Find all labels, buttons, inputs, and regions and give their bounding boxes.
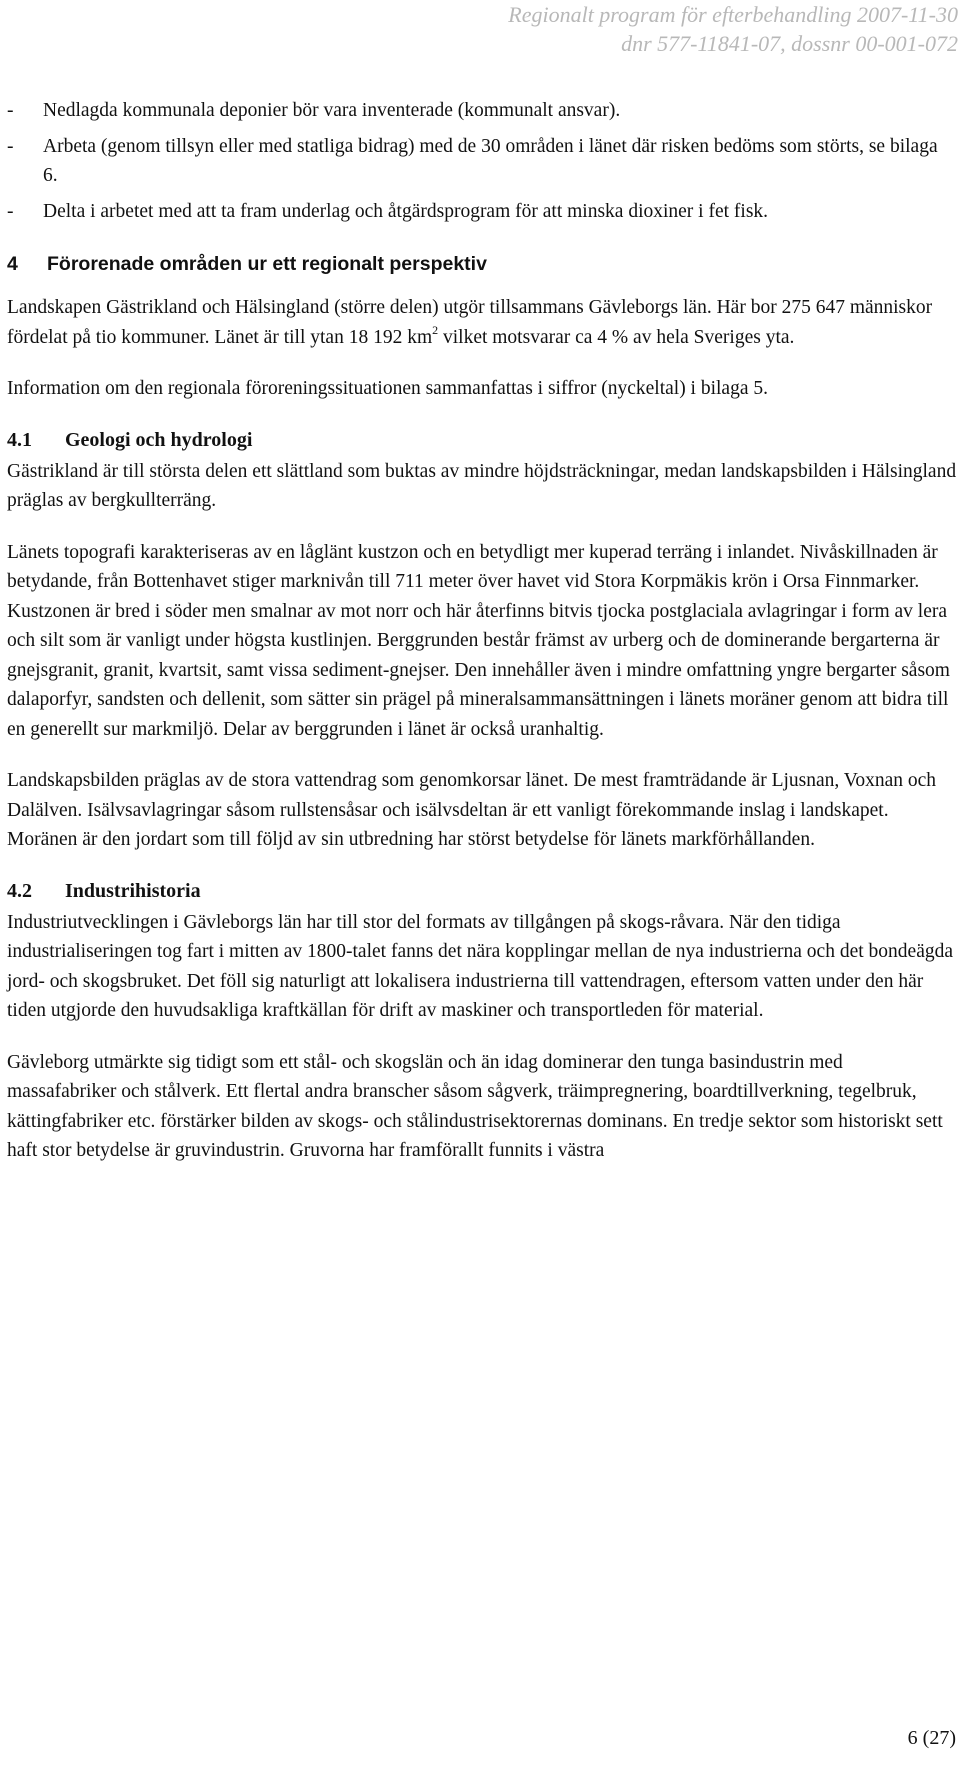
bullet-list: [7, 96, 957, 226]
section-4-1-paragraph-1: Gästrikland är till största delen ett slättland som buktas av mindre höjdsträckningar, medan landskapsbilden i Hälsingland präglas av bergkullterräng.: [7, 460, 957, 511]
list-item: [7, 132, 957, 191]
section-4-2-paragraph-2: Gävleborg utmärkte sig tidigt som ett stål- och skogslän och än idag dominerar den tunga basindustrin med massafabriker och stålverk. Ett flertal andra branscher såsom sågverk, träimpregnering, boardtillverkning, tegelbruk, kättingfabriker etc. förstärker bilden av skogs- och stålindustrisektorernas dominans. En tredje sektor som historiskt sett haft stor betydelse är gruvindustrin. Gruvorna har framförallt funnits i västra: [7, 1051, 943, 1161]
bullet-dash: -: [7, 100, 14, 121]
section-4-1-heading: [7, 426, 957, 455]
section-title: Industrihistoria: [65, 879, 201, 902]
bullet-text: Nedlagda kommunala deponier bör vara inventerade (kommunalt ansvar).: [43, 100, 621, 121]
section-4-1-paragraph-2: Länets topografi karakteriseras av en låglänt kustzon och en betydligt mer kuperad terräng i inlandet. Nivåskillnaden är betydande, från Bottenhavet stiger marknivån till 711 meter över havet vid Stora Korpmäkis krön i Orsa Finnmarker. Kustzonen är bred i söder men smalnar av mot norr och här återfinns bitvis tjocka postglaciala avlagringar i form av lera och silt som är vanligt under högsta kustlinjen. Berggrunden består främst av urberg och de dominerande bergarterna är gnejsgranit, granit, kvartsit, samt vissa sediment-gnejser. Den innehåller även i mindre omfattning yngre bergarter såsom dalaporfyr, sandsten och dellenit, som sätter sin prägel på mineralsammansättningen i länets moräner genom att bidra till en generellt sur markmiljö. Delar av berggrunden i länet är också uranhaltig.: [7, 541, 950, 740]
page-number: 6 (27): [907, 1727, 956, 1749]
bullet-dash: -: [7, 200, 14, 222]
page-header: [508, 0, 958, 58]
document-body: [7, 96, 957, 1188]
superscript: 2: [432, 322, 439, 337]
list-item: [7, 96, 957, 126]
section-4-1-paragraph-3: Landskapsbilden präglas av de stora vattendrag som genomkorsar länet. De mest framträdande är Ljusnan, Voxnan och Dalälven. Isälvsavlagringar såsom rullstensåsar och isälvsdeltan är ett vanligt förekommande inslag i landskapet. Moränen är den jordart som till följd av sin utbredning har störst betydelse för länets markförhållanden.: [7, 770, 937, 850]
paragraph-text: Landskapen Gästrikland och Hälsingland (större delen) utgör tillsammans Gävleborgs län. Här bor 275 647 människor fördelat på tio kommuner. Länet är till ytan 18 192 km: [7, 297, 933, 348]
header-reference: dnr 577-11841-07, dossnr 00-001-072: [621, 31, 958, 56]
bullet-dash: -: [7, 135, 14, 157]
section-4-paragraph-2: Information om den regionala föroreningssituationen sammanfattas i siffror (nyckeltal) i bilaga 5.: [7, 378, 768, 399]
bullet-text: Delta i arbetet med att ta fram underlag och åtgärdsprogram för att minska dioxiner i fet fisk.: [43, 200, 769, 222]
paragraph-text: vilket motsvarar ca 4 % av hela Sveriges yta.: [438, 326, 795, 348]
bullet-text: Arbeta (genom tillsyn eller med statliga bidrag) med de 30 områden i länet där risken bedöms som störts, se bilaga 6.: [43, 135, 938, 186]
section-title: Förorenade områden ur ett regionalt perspektiv: [47, 253, 487, 275]
section-number: 4: [7, 253, 18, 275]
header-title: Regionalt program för efterbehandling 2007-11-30: [508, 2, 958, 27]
section-4-2-heading: [7, 877, 957, 906]
section-4-2-paragraph-1: Industriutvecklingen i Gävleborgs län har till stor del formats av tillgången på skogs-råvara. När den tidiga industrialiseringen tog fart i mitten av 1800-talet fanns det nära kopplingar mellan de nya industrierna och det bondeägda jord- och skogsbruket. Det föll sig naturligt att lokalisera industrierna till vattendragen, eftersom vatten under den här tiden utgjorde den huvudsakliga kraftkällan för drift av maskiner och transportleden för material.: [7, 911, 953, 1021]
list-item: [7, 197, 957, 227]
section-4-paragraph-1: [7, 293, 957, 352]
section-number: 4.2: [7, 879, 32, 902]
section-title: Geologi och hydrologi: [65, 428, 253, 451]
section-number: 4.1: [7, 428, 32, 451]
section-4-heading: [7, 250, 957, 279]
